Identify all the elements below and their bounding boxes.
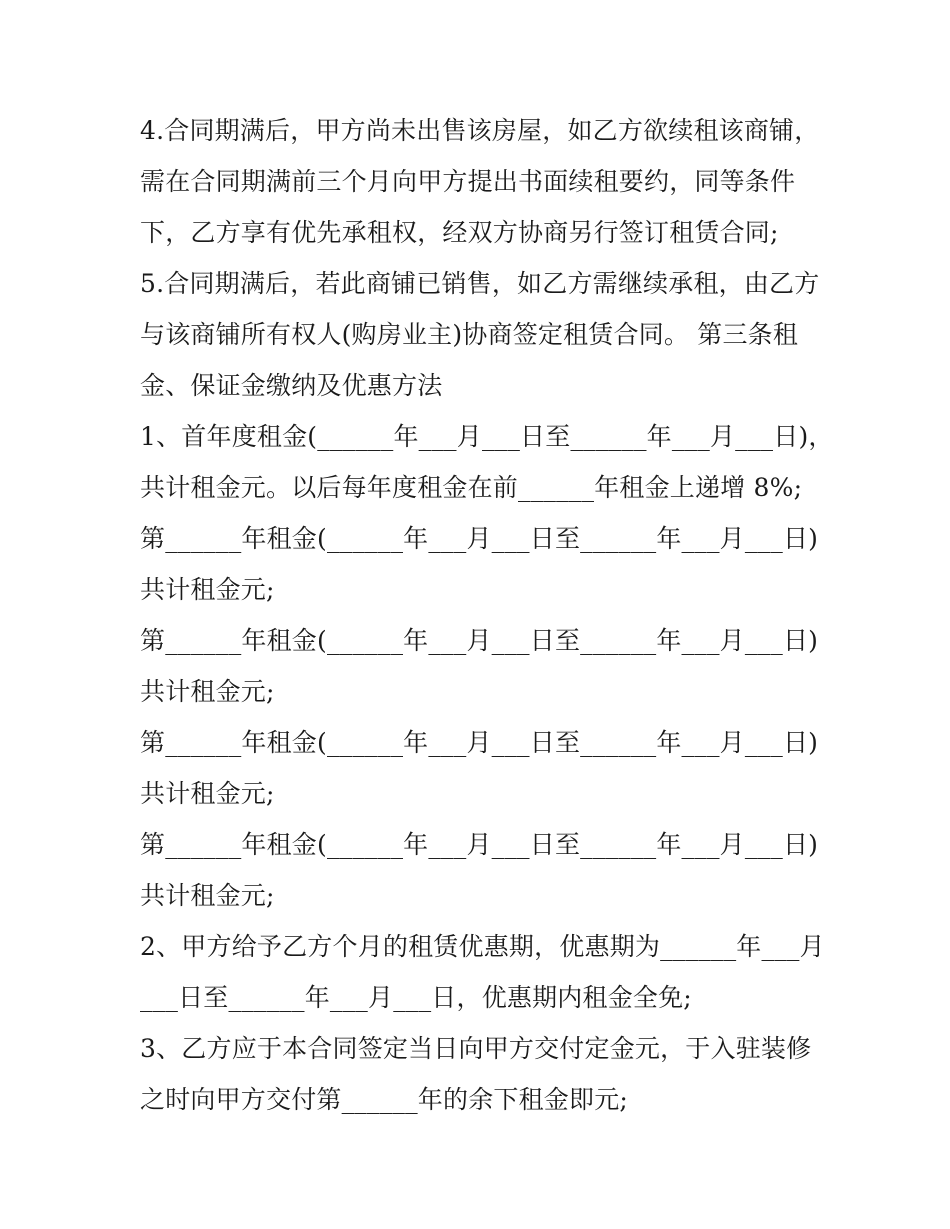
text-line: 第______年租金(______年___月___日至______年___月___日) xyxy=(140,830,819,859)
text-line: 共计租金元; xyxy=(140,677,275,706)
text-line: 共计租金元; xyxy=(140,779,275,808)
text-line: 需在合同期满前三个月向甲方提出书面续租要约，同等条件 xyxy=(140,167,796,196)
text-line: 共计租金元; xyxy=(140,881,275,910)
text-line: 下，乙方享有优先承租权，经双方协商另行签订租赁合同; xyxy=(140,218,779,247)
text-line: 第______年租金(______年___月___日至______年___月___日) xyxy=(140,728,819,757)
text-line: 1、首年度租金(______年___月___日至______年___月___日)， xyxy=(140,422,834,451)
text-line: 5.合同期满后，若此商铺已销售，如乙方需继续承租，由乙方 xyxy=(140,269,820,298)
text-line: 与该商铺所有权人(购房业主)协商签定租赁合同。 第三条租 xyxy=(140,320,799,349)
text-line: 之时向甲方交付第______年的余下租金即元; xyxy=(140,1085,629,1114)
text-line: 4.合同期满后，甲方尚未出售该房屋，如乙方欲续租该商铺， xyxy=(140,116,820,145)
text-line: 2、甲方给予乙方个月的租赁优惠期，优惠期为______年___月 xyxy=(140,932,825,961)
text-line: 第______年租金(______年___月___日至______年___月___日) xyxy=(140,524,819,553)
text-line: 共计租金元。以后每年度租金在前______年租金上递增 8%; xyxy=(140,473,803,502)
text-line: 第______年租金(______年___月___日至______年___月___日) xyxy=(140,626,819,655)
text-line: 金、保证金缴纳及优惠方法 xyxy=(140,371,443,400)
document-body xyxy=(140,105,834,1125)
text-line: 共计租金元; xyxy=(140,575,275,604)
text-line: 3、乙方应于本合同签定当日向甲方交付定金元，于入驻装修 xyxy=(140,1034,812,1063)
text-line: ___日至______年___月___日，优惠期内租金全免; xyxy=(140,983,692,1012)
